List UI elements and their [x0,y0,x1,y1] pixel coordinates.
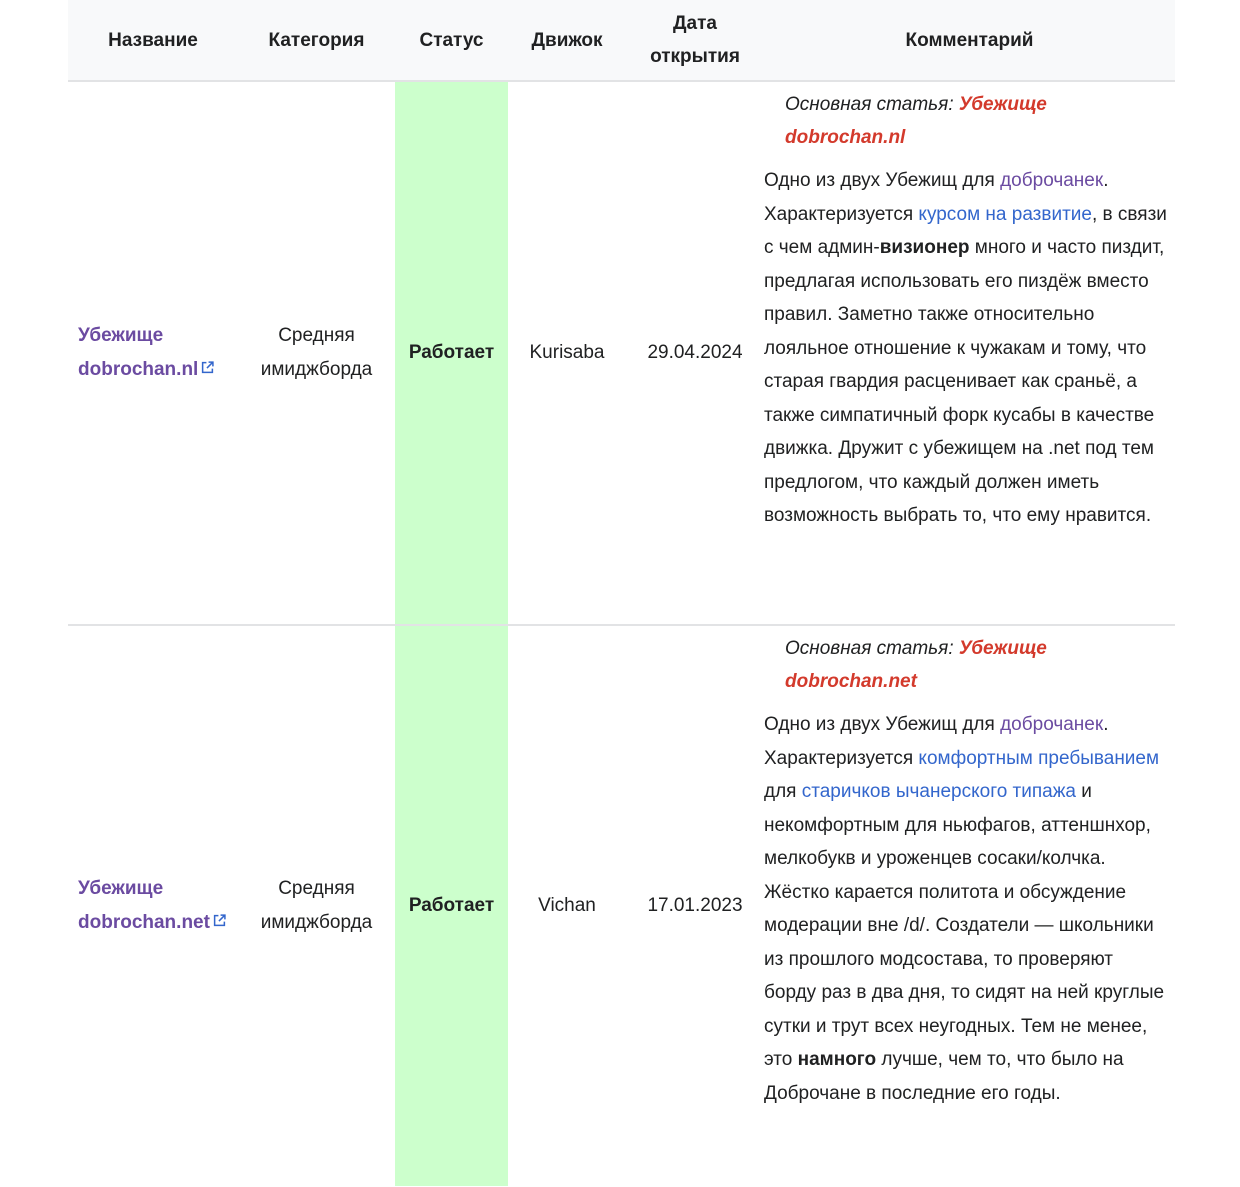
hatnote [764,88,1167,154]
table-header-row [68,0,1175,81]
comment-link-dobrochanki[interactable]: доброчанек [1000,170,1104,191]
comment-link-oldfags[interactable]: старичков ычанерского типажа [801,781,1076,802]
comment-text [764,708,1167,1110]
category-cell [238,625,395,1186]
board-name-link[interactable] [78,325,214,380]
board-name-line1: Убежище [78,878,164,899]
header-comment[interactable]: Комментарий [764,0,1175,81]
comment-text-part: лучше, чем то, что было на Доброчане в последние его годы. [764,1049,1124,1104]
comment-text-part: Одно из двух Убежищ для [764,170,1001,191]
name-cell [68,625,238,1186]
external-link-icon [201,361,214,374]
header-date[interactable] [626,0,764,81]
comment-text-part: и некомфортным для ньюфагов, аттеншнхор, мелкобукв и уроженцев сосаки/колчка. Жёстко карается политота и обсуждение модерации вне /d/. Создатели — школьники из прошлого модсостава, то проверяют борду раз в два дня, то сидят на ней круглые сутки и трут всех неугодных. Тем не менее, это [764,781,1165,1070]
category-line1: Средняя [278,878,355,899]
table-row [68,81,1175,625]
external-link-icon [213,914,226,927]
table-row [68,625,1175,1186]
header-engine[interactable]: Движок [508,0,626,81]
comment-link-dobrochanki[interactable]: доброчанек [1000,714,1104,735]
board-name-line2: dobrochan.net [78,912,210,933]
comment-text-part: . Характеризуется [764,170,1109,225]
comment-text-part: много и часто пиздит, предлагая использовать его пиздёж вместо правил. Заметно также относительно лояльное отношение к чужакам и тому, что старая гвардия расценивает как сраньё, а также симпатичный форк кусабы в качестве движка. Дружит с убежищем на .net под тем предлогом, что каждый должен иметь возможность выбрать то, что ему нравится. [764,237,1165,526]
category-line2: имиджборда [260,359,373,380]
header-name[interactable]: Название [68,0,238,81]
comment-text-part: , в связи с чем админ- [764,203,1167,258]
comment-bold: визионер [879,237,970,258]
date-cell: 17.01.2023 [647,895,743,916]
hatnote-link-line1: Убежище [958,638,1047,659]
hatnote-prefix: Основная статья: [785,94,959,115]
comment-text-part: для [764,781,802,802]
name-cell [68,81,238,625]
comment-text-part: Одно из двух Убежищ для [764,714,1001,735]
category-line1: Средняя [278,325,355,346]
header-category[interactable]: Категория [238,0,395,81]
hatnote-link-line1: Убежище [958,94,1047,115]
header-status[interactable]: Статус [395,0,508,81]
header-date-line1: Дата [673,13,717,34]
status-cell: Работает [395,81,508,625]
hatnote-prefix: Основная статья: [785,638,959,659]
hatnote-link-line2: dobrochan.net [785,671,917,692]
date-cell: 29.04.2024 [626,81,764,625]
category-line2: имиджборда [260,912,373,933]
comment-link-development[interactable]: курсом на развитие [918,203,1092,225]
board-name-line1: Убежище [78,325,164,346]
boards-table [68,0,1175,1186]
engine-cell: Vichan [538,895,596,916]
header-date-line2: открытия [650,46,740,67]
comment-text [764,164,1167,533]
comment-cell [764,81,1175,625]
comment-text-part: . Характеризуется [764,714,1109,769]
category-cell [238,81,395,625]
engine-cell: Kurisaba [508,81,626,625]
comment-link-comfort[interactable]: комфортным пребыванием [918,747,1160,769]
status-cell: Работает [395,625,508,1186]
hatnote [764,632,1167,698]
board-name-line2: dobrochan.nl [78,359,199,380]
board-name-link[interactable] [78,878,226,933]
comment-cell [764,625,1175,1186]
hatnote-link-line2: dobrochan.nl [785,127,906,148]
comment-bold: намного [797,1049,877,1070]
